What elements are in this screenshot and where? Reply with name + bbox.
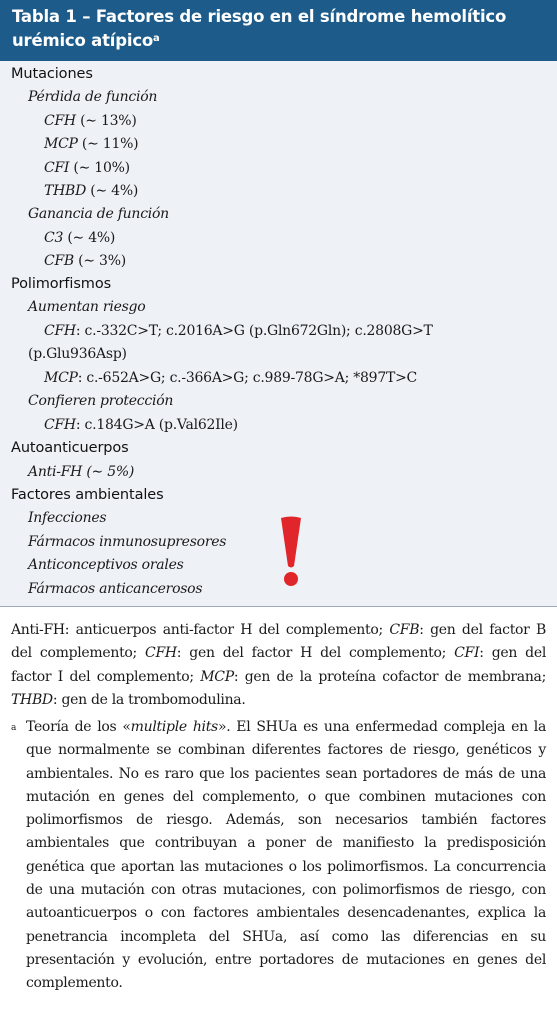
footnote-mark: a [11,723,17,733]
list-item: CFB (∼ 3%) [44,253,126,269]
subsection-ganancia: Ganancia de función [28,206,169,222]
section-mutaciones: Mutaciones [11,66,93,82]
section-autoanticuerpos: Autoanticuerpos [11,440,129,456]
list-item: CFH: c.184G>A (p.Val62Ile) [44,417,238,433]
list-item: Anti-FH (∼ 5%) [28,464,135,480]
list-item: Fármacos anticancerosos [28,581,203,597]
title-footnote-mark: a [153,33,160,44]
subsection-perdida: Pérdida de función [28,89,158,105]
table-title-line1: Tabla 1 – Factores de riesgo en el síndrome hemolítico [12,7,507,26]
risk-factor-table [0,61,557,607]
list-item-continuation: (p.Glu936Asp) [28,346,127,362]
table-title [0,0,557,61]
list-item: MCP (∼ 11%) [44,136,139,152]
list-item: C3 (∼ 4%) [44,230,116,246]
list-item: Anticonceptivos orales [28,557,184,573]
section-polimorfismos: Polimorfismos [11,276,112,292]
list-item: MCP: c.-652A>G; c.-366A>G; c.989-78G>A; *897T>C [44,370,418,386]
list-item: THBD (∼ 4%) [44,183,139,199]
subsection-aumentan: Aumentan riesgo [28,299,146,315]
subsection-confieren: Confieren protección [28,393,174,409]
list-item: Fármacos inmunosupresores [28,534,227,550]
list-item: CFH: c.-332C>T; c.2016A>G (p.Gln672Gln); c.2808G>T [44,323,433,339]
exclamation-icon [280,516,302,588]
list-item: Infecciones [28,510,107,526]
abbreviations-footnote: Anti-FH: anticuerpos anti-factor H del complemento; CFB: gen del factor B del complemento; CFH: gen del factor H del complemento; CFI: gen del factor I del complemento; MCP: gen de la proteína cofactor de membrana; THBD: gen de la trombomodulina. [11,622,546,708]
theory-footnote: Teoría de los «multiple hits». El SHUa es una enfermedad compleja en la que normalmente se combinan diferentes factores de riesgo, genéticos y ambientales. No es raro que los pacientes sean portadores de más de una mutación en genes del complemento, o que combinen mutaciones con polimorfismos de riesgo. Además, son necesarios también factores ambientales que contribuyan a poner de manifiesto la predisposición genética que aportan las mutaciones o los polimorfismos. La concurrencia de una mutación con otras mutaciones, con polimorfismos de riesgo, con autoanticuerpos o con factores ambientales desencadenantes, explica la penetrancia incompleta del SHUa, así como las diferencias en su presentación y evolución, entre portadores de mutaciones en genes del complemento. [26,719,546,992]
list-item: CFH (∼ 13%) [44,113,137,129]
table-title-line2: urémico atípico$^a$ [12,31,160,50]
list-item: CFI (∼ 10%) [44,160,130,176]
section-ambientales: Factores ambientales [11,487,164,503]
